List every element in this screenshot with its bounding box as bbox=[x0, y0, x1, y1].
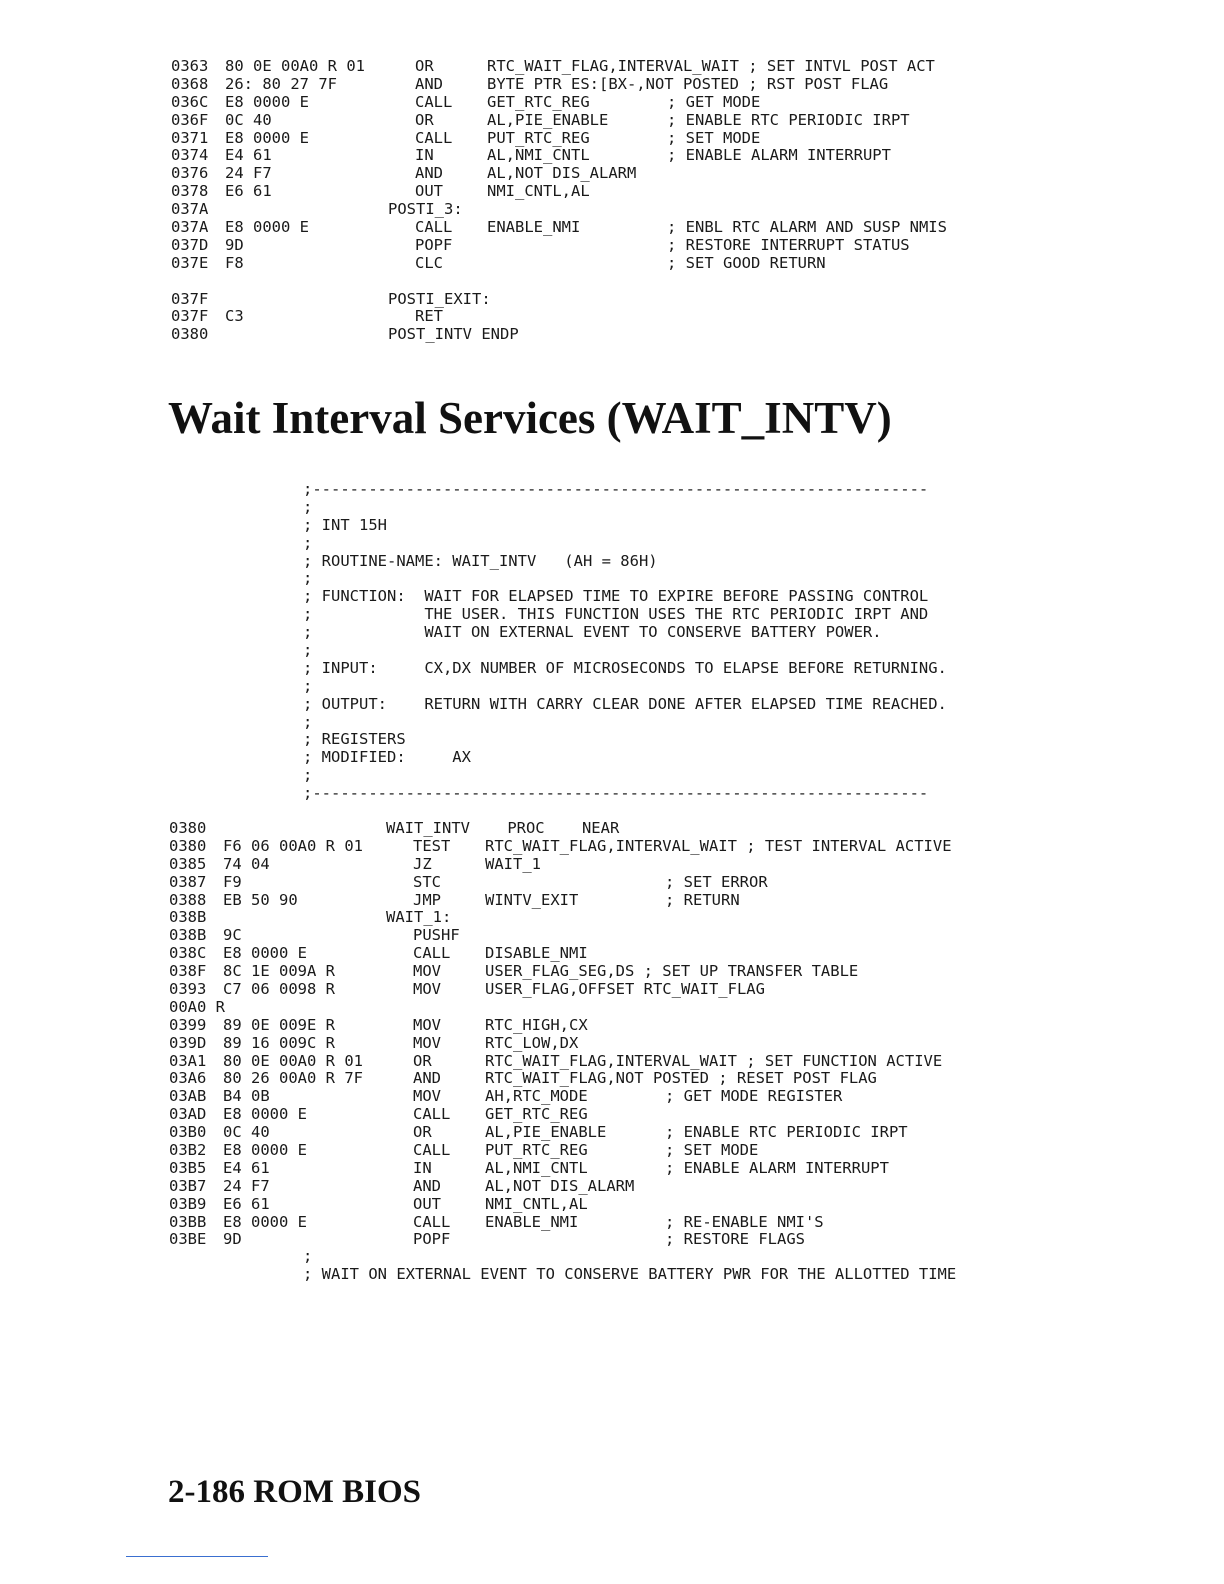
line-address: 03A1 bbox=[169, 1051, 207, 1070]
listing-line bbox=[169, 963, 969, 981]
code-comment: ; GET MODE REGISTER bbox=[665, 1087, 843, 1106]
code-comment: ; ENBL RTC ALARM AND SUSP NMIS bbox=[667, 218, 947, 237]
code-comment: ; SET ERROR bbox=[665, 872, 768, 891]
listing-line bbox=[169, 874, 969, 892]
header-comment-line: ;------------------------------------------------------------------ bbox=[303, 784, 929, 803]
mnemonic: MOV bbox=[413, 962, 441, 981]
code-comment: ; RETURN bbox=[665, 890, 740, 909]
listing-line bbox=[171, 308, 971, 326]
line-address: 037F bbox=[171, 307, 209, 326]
code-comment: ; RESET POST FLAG bbox=[718, 1069, 877, 1088]
listing-line bbox=[171, 130, 971, 148]
listing-continuation bbox=[171, 58, 971, 344]
listing-line bbox=[169, 1035, 969, 1053]
line-address: 03AB bbox=[169, 1087, 207, 1106]
line-address: 0374 bbox=[171, 146, 209, 165]
line-address: 03B2 bbox=[169, 1141, 207, 1160]
line-address: 03A6 bbox=[169, 1069, 207, 1088]
mnemonic: OUT bbox=[413, 1194, 441, 1213]
line-address: 03B5 bbox=[169, 1158, 207, 1177]
operands: AL,PIE_ENABLE bbox=[485, 1123, 607, 1142]
listing-line bbox=[171, 112, 971, 130]
code-comment: ; RESTORE INTERRUPT STATUS bbox=[667, 235, 910, 254]
mnemonic: AND bbox=[413, 1069, 441, 1088]
mnemonic: IN bbox=[415, 146, 434, 165]
operands: NMI_CNTL,AL bbox=[487, 182, 590, 201]
operands: ENABLE_NMI bbox=[485, 1212, 579, 1231]
object-code: 0C 40 bbox=[223, 1123, 270, 1142]
mnemonic: TEST bbox=[413, 836, 451, 855]
object-code: 9D bbox=[225, 235, 244, 254]
mnemonic: CALL bbox=[413, 944, 451, 963]
listing-line bbox=[169, 1088, 969, 1106]
listing-line bbox=[171, 76, 971, 94]
line-address: 03BB bbox=[169, 1212, 207, 1231]
code-label: POSTI_EXIT: bbox=[388, 289, 491, 308]
code-comment: ; SET MODE bbox=[665, 1141, 759, 1160]
mnemonic: CALL bbox=[413, 1141, 451, 1160]
operands: AH,RTC_MODE bbox=[485, 1087, 588, 1106]
mnemonic: CALL bbox=[415, 218, 453, 237]
line-address: 038B bbox=[169, 926, 207, 945]
code-label: WAIT_INTV PROC NEAR bbox=[386, 819, 620, 837]
code-comment: ; RESTORE FLAGS bbox=[665, 1230, 805, 1249]
object-code: 74 04 bbox=[223, 854, 270, 873]
listing-line bbox=[169, 1106, 969, 1124]
operands: RTC_WAIT_FLAG,INTERVAL_WAIT bbox=[485, 1051, 737, 1070]
mnemonic: OR bbox=[413, 1123, 432, 1142]
header-comment-line: ; bbox=[303, 641, 313, 660]
operands: PUT_RTC_REG bbox=[485, 1141, 588, 1160]
listing-line bbox=[169, 945, 969, 963]
trailing-comment bbox=[303, 1248, 956, 1284]
code-label: POST_INTV ENDP bbox=[388, 325, 519, 344]
listing-line bbox=[169, 1017, 969, 1035]
header-comment-line: ;------------------------------------------------------------------ bbox=[303, 480, 929, 498]
page-footer: 2-186 ROM BIOS bbox=[168, 1474, 422, 1510]
object-code: 0C 40 bbox=[225, 110, 272, 129]
code-comment: ; SET INTVL POST ACT bbox=[748, 57, 935, 75]
line-address: 036F bbox=[171, 110, 209, 129]
object-code: B4 0B bbox=[223, 1087, 270, 1106]
trailing-comment-line: ; bbox=[303, 1247, 313, 1265]
line-address: 037A bbox=[171, 218, 209, 237]
line-address: 038B bbox=[169, 908, 207, 927]
object-code: EB 50 90 bbox=[223, 890, 298, 909]
header-comment-line: ; bbox=[303, 676, 313, 695]
line-address: 0363 bbox=[171, 57, 209, 75]
code-comment: ; ENABLE ALARM INTERRUPT bbox=[665, 1158, 889, 1177]
code-comment: ; SET GOOD RETURN bbox=[667, 253, 826, 272]
operands: WAIT_1 bbox=[485, 854, 541, 873]
line-address: 0378 bbox=[171, 182, 209, 201]
code-label: WAIT_1: bbox=[386, 908, 452, 927]
listing-wait-intv bbox=[169, 820, 969, 1249]
header-comment-line: ; bbox=[303, 712, 313, 731]
object-code: E8 0000 E bbox=[223, 1212, 307, 1231]
listing-line bbox=[169, 909, 969, 927]
object-code: E8 0000 E bbox=[223, 1105, 307, 1124]
listing-line bbox=[169, 1178, 969, 1196]
object-code: 89 16 009C R bbox=[223, 1033, 335, 1052]
code-comment: ; ENABLE ALARM INTERRUPT bbox=[667, 146, 891, 165]
listing-line bbox=[169, 999, 969, 1017]
object-code: 89 0E 009E R bbox=[223, 1015, 335, 1034]
line-address: 037A bbox=[171, 200, 209, 219]
line-address: 0387 bbox=[169, 872, 207, 891]
operands: RTC_LOW,DX bbox=[485, 1033, 579, 1052]
code-comment: ; ENABLE RTC PERIODIC IRPT bbox=[665, 1123, 908, 1142]
mnemonic: AND bbox=[415, 74, 443, 93]
code-comment: ; RE-ENABLE NMI'S bbox=[665, 1212, 824, 1231]
line-address: 0399 bbox=[169, 1015, 207, 1034]
operands: PUT_RTC_REG bbox=[487, 128, 590, 147]
object-code: E4 61 bbox=[223, 1158, 270, 1177]
code-comment: ; TEST INTERVAL ACTIVE bbox=[746, 836, 952, 855]
line-address: 038F bbox=[169, 962, 207, 981]
listing-line bbox=[169, 1231, 969, 1249]
line-address: 0371 bbox=[171, 128, 209, 147]
header-comment-line: ; FUNCTION: WAIT FOR ELAPSED TIME TO EXPIRE BEFORE PASSING CONTROL bbox=[303, 587, 929, 606]
mnemonic: POPF bbox=[415, 235, 453, 254]
section-title: Wait Interval Services (WAIT_INTV) bbox=[168, 393, 892, 443]
listing-line bbox=[169, 927, 969, 945]
header-comment-line: ; MODIFIED: AX bbox=[303, 748, 471, 767]
object-code: E6 61 bbox=[223, 1194, 270, 1213]
listing-line bbox=[169, 838, 969, 856]
line-address: 03B7 bbox=[169, 1176, 207, 1195]
code-comment: ; SET FUNCTION ACTIVE bbox=[746, 1051, 943, 1070]
operands: AL,NMI_CNTL bbox=[485, 1158, 588, 1177]
object-code: 24 F7 bbox=[225, 164, 272, 183]
listing-line bbox=[171, 219, 971, 237]
mnemonic: RET bbox=[415, 307, 443, 326]
listing-line bbox=[169, 981, 969, 999]
operands: RTC_WAIT_FLAG,INTERVAL_WAIT bbox=[487, 57, 739, 75]
mnemonic: JMP bbox=[413, 890, 441, 909]
header-comment-line: ; bbox=[303, 497, 313, 516]
operands: AL,PIE_ENABLE bbox=[487, 110, 609, 129]
object-code: 24 F7 bbox=[223, 1176, 270, 1195]
line-address: 0368 bbox=[171, 74, 209, 93]
object-code: 9D bbox=[223, 1230, 242, 1249]
operands: DISABLE_NMI bbox=[485, 944, 588, 963]
object-code: C7 06 0098 R bbox=[223, 980, 335, 999]
object-code: F6 06 00A0 R 01 bbox=[223, 836, 363, 855]
line-address: 036C bbox=[171, 92, 209, 111]
listing-line bbox=[169, 820, 969, 838]
header-comment-line: ; OUTPUT: RETURN WITH CARRY CLEAR DONE AFTER ELAPSED TIME REACHED. bbox=[303, 694, 947, 713]
listing-line bbox=[171, 201, 971, 219]
operands: GET_RTC_REG bbox=[485, 1105, 588, 1124]
mnemonic: CALL bbox=[413, 1212, 451, 1231]
header-comment-line: ; INPUT: CX,DX NUMBER OF MICROSECONDS TO ELAPSE BEFORE RETURNING. bbox=[303, 658, 947, 677]
header-comment-line: ; REGISTERS bbox=[303, 730, 406, 749]
line-address: 0380 bbox=[169, 819, 207, 837]
header-comment-line: ; bbox=[303, 533, 313, 552]
mnemonic: OR bbox=[415, 110, 434, 129]
listing-line bbox=[171, 58, 971, 76]
code-comment: ; SET UP TRANSFER TABLE bbox=[643, 962, 859, 981]
listing-line bbox=[171, 147, 971, 165]
object-code: 26: 80 27 7F bbox=[225, 74, 337, 93]
line-address: 03BE bbox=[169, 1230, 207, 1249]
listing-line bbox=[171, 183, 971, 201]
mnemonic: OR bbox=[413, 1051, 432, 1070]
mnemonic: MOV bbox=[413, 980, 441, 999]
operands: AL,NMI_CNTL bbox=[487, 146, 590, 165]
line-address: 03B0 bbox=[169, 1123, 207, 1142]
line-address: 0385 bbox=[169, 854, 207, 873]
object-code: E8 0000 E bbox=[225, 128, 309, 147]
mnemonic: CALL bbox=[415, 92, 453, 111]
object-code: E8 0000 E bbox=[225, 92, 309, 111]
object-code: F8 bbox=[225, 253, 244, 272]
operands: ENABLE_NMI bbox=[487, 218, 581, 237]
mnemonic: MOV bbox=[413, 1015, 441, 1034]
operands: USER_FLAG,OFFSET RTC_WAIT_FLAG bbox=[485, 980, 765, 999]
mnemonic: STC bbox=[413, 872, 441, 891]
header-comment-line: ; bbox=[303, 766, 313, 785]
mnemonic: OUT bbox=[415, 182, 443, 201]
mnemonic: AND bbox=[413, 1176, 441, 1195]
mnemonic: PUSHF bbox=[413, 926, 460, 945]
object-code: E6 61 bbox=[225, 182, 272, 201]
header-comment-line: ; ROUTINE-NAME: WAIT_INTV (AH = 86H) bbox=[303, 551, 658, 570]
code-comment: ; ENABLE RTC PERIODIC IRPT bbox=[667, 110, 910, 129]
operands: AL,NOT DIS_ALARM bbox=[485, 1176, 635, 1195]
object-code: 80 26 00A0 R 7F bbox=[223, 1069, 363, 1088]
line-address: 0393 bbox=[169, 980, 207, 999]
operands: NMI_CNTL,AL bbox=[485, 1194, 588, 1213]
listing-line bbox=[169, 856, 969, 874]
operands: AL,NOT DIS_ALARM bbox=[487, 164, 637, 183]
header-comment-line: ; WAIT ON EXTERNAL EVENT TO CONSERVE BATTERY POWER. bbox=[303, 623, 882, 642]
listing-line bbox=[171, 291, 971, 309]
operands: RTC_WAIT_FLAG,INTERVAL_WAIT bbox=[485, 836, 737, 855]
trailing-comment-line: ; WAIT ON EXTERNAL EVENT TO CONSERVE BATTERY PWR FOR THE ALLOTTED TIME bbox=[303, 1264, 957, 1283]
line-address: 038C bbox=[169, 944, 207, 963]
object-code: 8C 1E 009A R bbox=[223, 962, 335, 981]
operands: RTC_HIGH,CX bbox=[485, 1015, 588, 1034]
listing-line bbox=[171, 237, 971, 255]
routine-header-comment bbox=[303, 481, 963, 803]
listing-line bbox=[169, 1070, 969, 1088]
object-code: E8 0000 E bbox=[223, 1141, 307, 1160]
mnemonic: MOV bbox=[413, 1087, 441, 1106]
listing-line bbox=[169, 1142, 969, 1160]
object-code: E4 61 bbox=[225, 146, 272, 165]
mnemonic: IN bbox=[413, 1158, 432, 1177]
object-code: E8 0000 E bbox=[223, 944, 307, 963]
listing-line bbox=[169, 892, 969, 910]
line-address: 037E bbox=[171, 253, 209, 272]
line-address: 03AD bbox=[169, 1105, 207, 1124]
listing-line bbox=[171, 326, 971, 344]
listing-line bbox=[171, 273, 971, 291]
header-comment-line: ; INT 15H bbox=[303, 515, 387, 534]
code-label: POSTI_3: bbox=[388, 200, 463, 219]
mnemonic: CALL bbox=[413, 1105, 451, 1124]
line-address: 0380 bbox=[171, 325, 209, 344]
listing-line bbox=[171, 94, 971, 112]
footer-rule bbox=[126, 1556, 268, 1557]
object-code: C3 bbox=[225, 307, 244, 326]
object-code: E8 0000 E bbox=[225, 218, 309, 237]
mnemonic: CLC bbox=[415, 253, 443, 272]
line-address: 03B9 bbox=[169, 1194, 207, 1213]
mnemonic: JZ bbox=[413, 854, 432, 873]
listing-line bbox=[171, 165, 971, 183]
listing-line bbox=[169, 1160, 969, 1178]
line-address: 00A0 R bbox=[169, 997, 225, 1016]
line-address: 037D bbox=[171, 235, 209, 254]
operands: RTC_WAIT_FLAG,NOT POSTED bbox=[485, 1069, 709, 1088]
listing-line bbox=[171, 255, 971, 273]
operands: GET_RTC_REG bbox=[487, 92, 590, 111]
line-address: 037F bbox=[171, 289, 209, 308]
operands: WINTV_EXIT bbox=[485, 890, 579, 909]
object-code: 80 0E 00A0 R 01 bbox=[223, 1051, 363, 1070]
line-address: 0388 bbox=[169, 890, 207, 909]
object-code: 9C bbox=[223, 926, 242, 945]
line-address: 0376 bbox=[171, 164, 209, 183]
listing-line bbox=[169, 1053, 969, 1071]
listing-line bbox=[169, 1214, 969, 1232]
line-address: 039D bbox=[169, 1033, 207, 1052]
operands: BYTE PTR ES:[BX-,NOT POSTED bbox=[487, 74, 739, 93]
mnemonic: POPF bbox=[413, 1230, 451, 1249]
object-code: 80 0E 00A0 R 01 bbox=[225, 57, 365, 75]
object-code: F9 bbox=[223, 872, 242, 891]
code-comment: ; RST POST FLAG bbox=[748, 74, 889, 93]
header-comment-line: ; bbox=[303, 569, 313, 588]
operands: USER_FLAG_SEG,DS bbox=[485, 962, 635, 981]
listing-line bbox=[169, 1124, 969, 1142]
line-address: 0380 bbox=[169, 836, 207, 855]
mnemonic: MOV bbox=[413, 1033, 441, 1052]
mnemonic: OR bbox=[415, 57, 434, 75]
listing-line bbox=[169, 1196, 969, 1214]
header-comment-line: ; THE USER. THIS FUNCTION USES THE RTC PERIODIC IRPT AND bbox=[303, 605, 929, 624]
mnemonic: AND bbox=[415, 164, 443, 183]
code-comment: ; SET MODE bbox=[667, 128, 761, 147]
code-comment: ; GET MODE bbox=[667, 92, 761, 111]
mnemonic: CALL bbox=[415, 128, 453, 147]
